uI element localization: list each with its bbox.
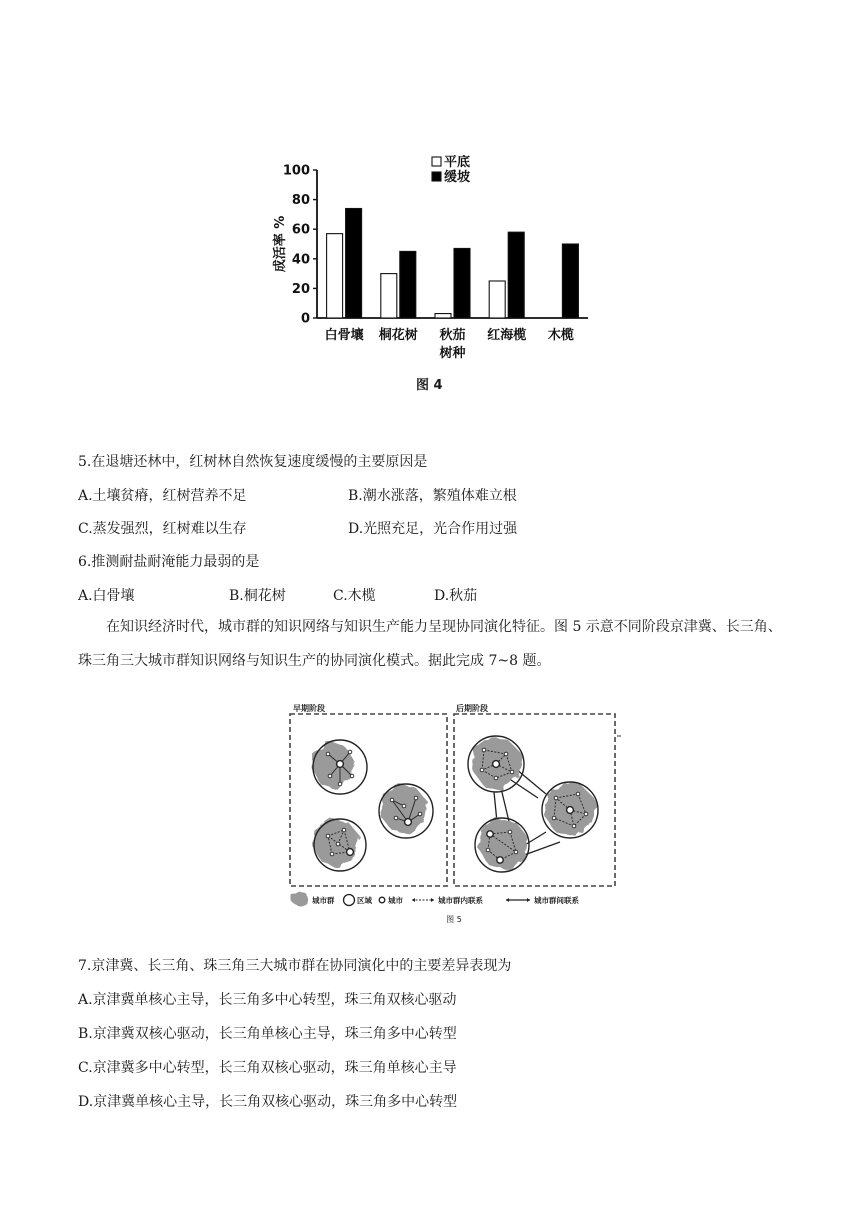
bar-flat-0 xyxy=(327,234,343,318)
x-tick-label: 红海榄 xyxy=(487,328,527,343)
q7-stem: 7.京津冀、长三角、珠三角三大城市群在协同演化中的主要差异表现为 xyxy=(78,958,512,974)
legend-external-label: 城市群间联系 xyxy=(534,896,579,905)
q6-option-d: D.秋茄 xyxy=(434,588,478,604)
y-tick-label: 20 xyxy=(291,281,310,297)
city-cluster-network-diagram xyxy=(284,702,624,927)
late-cluster-right xyxy=(542,782,598,838)
legend-region-swatch xyxy=(344,895,355,906)
x-axis-label: 树种 xyxy=(439,346,466,361)
bar-slope-4 xyxy=(562,244,578,318)
bar-slope-2 xyxy=(454,248,470,318)
q7-option-b: B.京津冀双核心驱动，长三角单核心主导，珠三角多中心转型 xyxy=(78,1026,457,1042)
survival-rate-chart xyxy=(260,155,600,370)
y-tick-label: 100 xyxy=(282,163,310,179)
q7-option-d: D.京津冀单核心主导，长三角双核心驱动，珠三角多中心转型 xyxy=(78,1094,458,1110)
x-tick-label: 白骨壤 xyxy=(324,328,364,343)
x-tick-label: 桐花树 xyxy=(378,328,418,343)
q7-option-c: C.京津冀多中心转型，长三角双核心驱动，珠三角单核心主导 xyxy=(78,1060,457,1076)
fig5-legend xyxy=(292,892,579,906)
figure-5-caption: 图 5 xyxy=(446,915,462,924)
x-tick-label: 秋茄 xyxy=(439,328,466,343)
early-cluster-bottom xyxy=(312,818,366,871)
bar-slope-1 xyxy=(400,251,416,318)
legend-city-swatch xyxy=(379,897,385,903)
y-tick-label: 40 xyxy=(291,252,310,268)
y-tick-label: 60 xyxy=(291,222,310,238)
q6-option-a: A.白骨壤 xyxy=(78,588,135,604)
x-tick-label: 木榄 xyxy=(547,328,574,343)
legend-internal-label: 城市群内联系 xyxy=(438,896,483,905)
late-cluster-top xyxy=(468,736,524,792)
y-axis-label: 成活率 % xyxy=(273,215,288,273)
y-tick-label: 80 xyxy=(291,193,310,209)
y-tick-label: 0 xyxy=(300,311,310,327)
bar-flat-2 xyxy=(435,314,451,318)
q5-option-a: A.土壤贫瘠，红树营养不足 xyxy=(78,488,247,504)
late-stage-label: 后期阶段 xyxy=(456,704,488,713)
legend-city-label: 城市 xyxy=(388,896,403,905)
figure-4-caption: 图 4 xyxy=(416,378,443,393)
bar-flat-3 xyxy=(489,281,505,318)
legend-swatch-0 xyxy=(432,157,441,166)
legend-cluster-swatch xyxy=(292,892,308,906)
legend-region-label: 区域 xyxy=(357,896,372,905)
legend-label-0: 平底 xyxy=(444,155,471,170)
bar-slope-0 xyxy=(346,208,362,318)
early-cluster-top xyxy=(312,740,367,794)
early-stage-label: 早期阶段 xyxy=(293,704,325,713)
bar-flat-1 xyxy=(381,274,397,318)
q5-option-b: B.潮水涨落，繁殖体难立根 xyxy=(348,488,517,504)
legend-cluster-label: 城市群 xyxy=(312,896,335,905)
early-cluster-right xyxy=(379,784,433,838)
bar-slope-3 xyxy=(508,232,524,318)
q6-option-b: B.桐花树 xyxy=(229,588,286,604)
q5-option-c: C.蒸发强烈，红树难以生存 xyxy=(78,521,247,537)
q5-option-d: D.光照充足，光合作用过强 xyxy=(348,521,518,537)
late-cluster-bottom xyxy=(475,818,529,872)
legend-swatch-1 xyxy=(432,172,441,181)
legend-label-1: 缓坡 xyxy=(444,170,471,185)
q6-option-c: C.木榄 xyxy=(333,588,376,604)
q5-stem: 5.在退塘还林中，红树林自然恢复速度缓慢的主要原因是 xyxy=(78,454,428,470)
q6-stem: 6.推测耐盐耐淹能力最弱的是 xyxy=(78,554,260,570)
q7-option-a: A.京津冀单核心主导，长三角多中心转型，珠三角双核心驱动 xyxy=(78,992,457,1008)
passage: 在知识经济时代，城市群的知识网络与知识生产能力呈现协同演化特征。图 5 示意不同阶段京津冀、长三角、珠三角三大城市群知识网络与知识生产的协同演化模式。据此完成 7~8 题。 xyxy=(78,619,782,669)
